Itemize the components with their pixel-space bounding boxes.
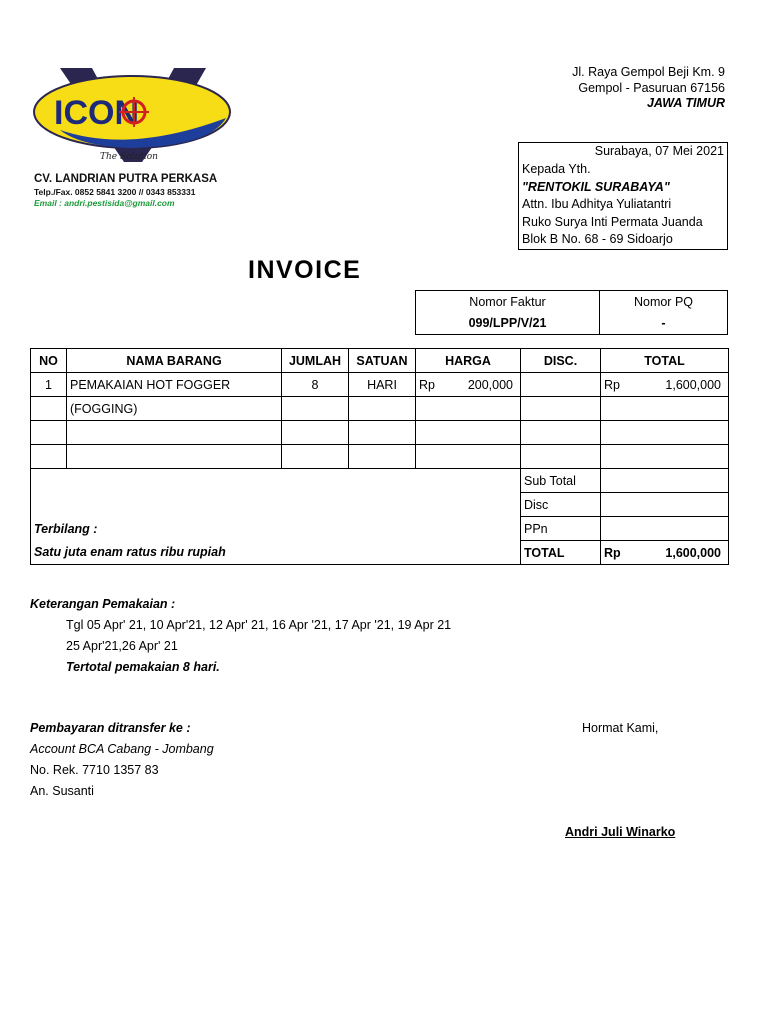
summary-blank <box>31 469 521 493</box>
faktur-table <box>415 290 728 335</box>
recipient-box <box>518 142 728 250</box>
company-email: Email : andri.pestisida@gmail.com <box>34 198 175 208</box>
table-row <box>31 445 729 469</box>
header-nama-barang: NAMA BARANG <box>67 349 282 373</box>
cell-nama: PEMAKAIAN HOT FOGGER <box>67 373 282 397</box>
company-phone: Telp./Fax. 0852 5841 3200 // 0343 853331 <box>34 187 196 197</box>
cell-nama <box>67 445 282 469</box>
cell-disc <box>521 445 601 469</box>
cell-disc <box>521 373 601 397</box>
keterangan-line3: Tertotal pemakaian 8 hari. <box>66 660 220 674</box>
total-value: 1,600,000 <box>665 377 721 392</box>
subtotal-label: Sub Total <box>521 469 601 493</box>
header-satuan: SATUAN <box>349 349 416 373</box>
sender-address-line2: Gempol - Pasuruan 67156 <box>578 81 725 95</box>
disc-label: Disc <box>521 493 601 517</box>
cell-total <box>601 397 729 421</box>
table-row <box>31 373 729 397</box>
recipient-greeting: Kepada Yth. <box>522 162 591 176</box>
cell-disc <box>521 397 601 421</box>
nomor-pq-label: Nomor PQ <box>600 291 728 313</box>
ppn-value <box>601 517 729 541</box>
cell-harga <box>416 397 521 421</box>
cell-nama <box>67 421 282 445</box>
keterangan-line2: 25 Apr'21,26 Apr' 21 <box>66 639 178 653</box>
svg-text:The Solution: The Solution <box>100 152 158 162</box>
signer-name: Andri Juli Winarko <box>565 825 676 839</box>
invoice-date: Surabaya, 07 Mei 2021 <box>594 144 724 158</box>
harga-value: 200,000 <box>467 377 513 392</box>
cell-satuan <box>349 421 416 445</box>
cell-jumlah <box>282 397 349 421</box>
signature-greeting: Hormat Kami, <box>582 721 659 735</box>
cell-disc <box>521 421 601 445</box>
cell-jumlah <box>282 421 349 445</box>
total-row <box>31 541 729 565</box>
sender-address-line1: Jl. Raya Gempol Beji Km. 9 <box>572 65 725 79</box>
grand-total-value: 1,600,000 <box>665 545 721 560</box>
header-no: NO <box>31 349 67 373</box>
sender-address-line3: JAWA TIMUR <box>646 96 725 110</box>
header-disc: DISC. <box>521 349 601 373</box>
svg-text:ICON: ICON <box>54 94 139 132</box>
cell-satuan: HARI <box>349 373 416 397</box>
pembayaran-nama: An. Susanti <box>30 784 94 798</box>
cell-harga <box>416 373 521 397</box>
ppn-label: PPn <box>521 517 601 541</box>
disc-row <box>31 493 729 517</box>
nomor-faktur-value: 099/LPP/V/21 <box>416 313 600 335</box>
grand-total-currency: Rp <box>604 545 621 560</box>
subtotal-row <box>31 469 729 493</box>
header-jumlah: JUMLAH <box>282 349 349 373</box>
table-row <box>31 421 729 445</box>
header-harga: HARGA <box>416 349 521 373</box>
cell-total <box>601 373 729 397</box>
cell-jumlah <box>282 445 349 469</box>
keterangan-label: Keterangan Pemakaian : <box>30 597 176 611</box>
cell-no <box>31 445 67 469</box>
header-total: TOTAL <box>601 349 729 373</box>
cell-nama: (FOGGING) <box>67 397 282 421</box>
items-table <box>30 348 729 565</box>
cell-no <box>31 397 67 421</box>
pembayaran-label: Pembayaran ditransfer ke : <box>30 721 191 735</box>
recipient-attn: Attn. Ibu Adhitya Yuliatantri <box>522 197 672 211</box>
disc-value <box>601 493 729 517</box>
cell-total <box>601 445 729 469</box>
cell-jumlah: 8 <box>282 373 349 397</box>
cell-harga <box>416 445 521 469</box>
grand-total-cell <box>601 541 729 565</box>
ppn-row <box>31 517 729 541</box>
company-name: CV. LANDRIAN PUTRA PERKASA <box>34 173 218 185</box>
table-header-row <box>31 349 729 373</box>
table-row <box>31 397 729 421</box>
cell-satuan <box>349 445 416 469</box>
terbilang-label: Terbilang : <box>31 517 521 541</box>
summary-blank <box>31 493 521 517</box>
invoice-title: INVOICE <box>248 256 362 284</box>
keterangan-line1: Tgl 05 Apr' 21, 10 Apr'21, 12 Apr' 21, 16 Apr '21, 17 Apr '21, 19 Apr 21 <box>66 618 452 632</box>
cell-harga <box>416 421 521 445</box>
recipient-address1: Ruko Surya Inti Permata Juanda <box>522 215 703 229</box>
pembayaran-rekening: No. Rek. 7710 1357 83 <box>30 763 159 777</box>
nomor-pq-value: - <box>600 313 728 335</box>
terbilang-value: Satu juta enam ratus ribu rupiah <box>31 541 521 565</box>
cell-satuan <box>349 397 416 421</box>
pembayaran-bank: Account BCA Cabang - Jombang <box>30 742 214 756</box>
harga-currency: Rp <box>419 377 435 392</box>
nomor-faktur-label: Nomor Faktur <box>416 291 600 313</box>
recipient-address2: Blok B No. 68 - 69 Sidoarjo <box>522 232 673 246</box>
cell-no <box>31 421 67 445</box>
cell-no: 1 <box>31 373 67 397</box>
cell-total <box>601 421 729 445</box>
total-currency: Rp <box>604 377 620 392</box>
recipient-name: "RENTOKIL SURABAYA" <box>522 180 670 194</box>
grand-total-label: TOTAL <box>521 541 601 565</box>
subtotal-value <box>601 469 729 493</box>
